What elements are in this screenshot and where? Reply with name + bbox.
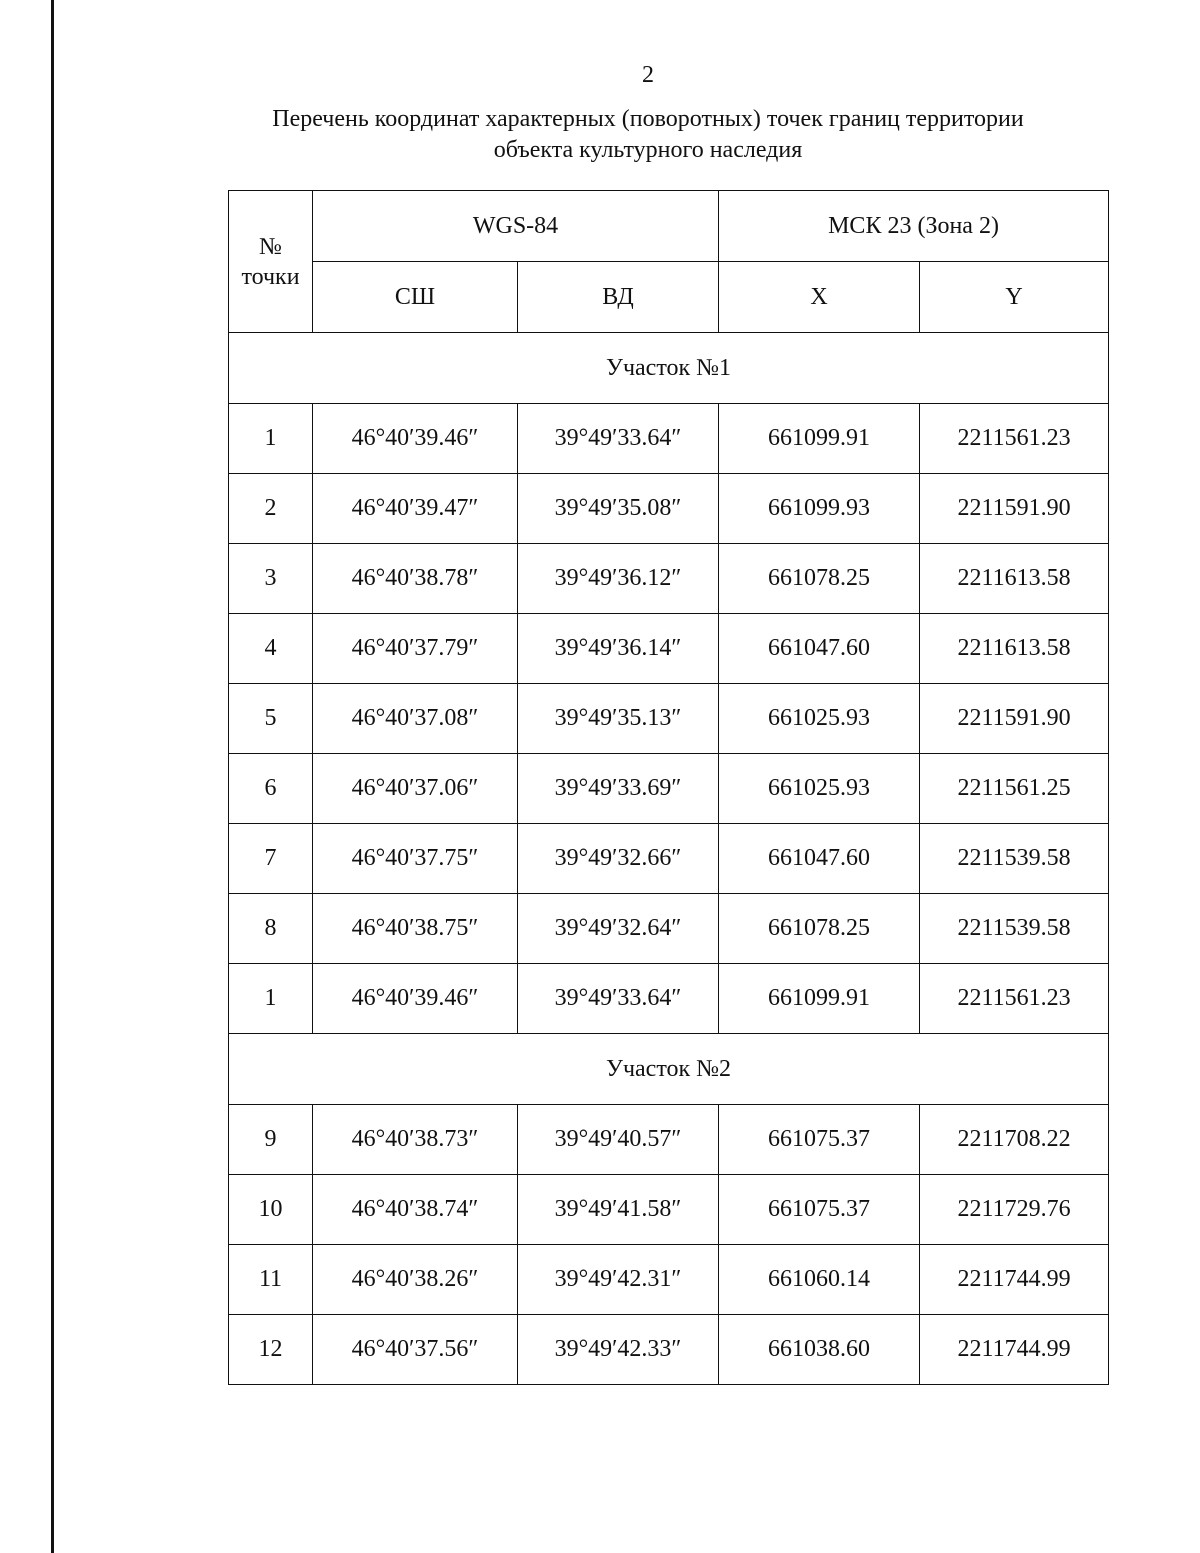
cell-longitude: 39°49′36.12″ bbox=[518, 544, 719, 614]
cell-y: 2211744.99 bbox=[920, 1245, 1109, 1315]
table-row bbox=[229, 894, 1109, 964]
cell-point-number: 8 bbox=[229, 894, 313, 964]
cell-latitude: 46°40′39.46″ bbox=[313, 964, 518, 1034]
header-row-groups bbox=[229, 191, 1109, 262]
table-row bbox=[229, 754, 1109, 824]
cell-x: 661075.37 bbox=[719, 1175, 920, 1245]
header-point-number-sign: № bbox=[259, 233, 282, 260]
cell-longitude: 39°49′41.58″ bbox=[518, 1175, 719, 1245]
section-row bbox=[229, 1034, 1109, 1105]
header-msk23-group: МСК 23 (Зона 2) bbox=[719, 191, 1109, 262]
cell-longitude: 39°49′33.69″ bbox=[518, 754, 719, 824]
section-title: Участок №1 bbox=[229, 333, 1109, 404]
cell-x: 661099.91 bbox=[719, 404, 920, 474]
table-row bbox=[229, 544, 1109, 614]
cell-longitude: 39°49′35.13″ bbox=[518, 684, 719, 754]
header-row-columns bbox=[229, 262, 1109, 333]
cell-latitude: 46°40′37.06″ bbox=[313, 754, 518, 824]
cell-y: 2211561.23 bbox=[920, 404, 1109, 474]
cell-y: 2211729.76 bbox=[920, 1175, 1109, 1245]
cell-longitude: 39°49′42.33″ bbox=[518, 1315, 719, 1385]
cell-x: 661060.14 bbox=[719, 1245, 920, 1315]
cell-x: 661078.25 bbox=[719, 544, 920, 614]
cell-y: 2211591.90 bbox=[920, 684, 1109, 754]
cell-x: 661025.93 bbox=[719, 754, 920, 824]
cell-point-number: 4 bbox=[229, 614, 313, 684]
cell-latitude: 46°40′38.75″ bbox=[313, 894, 518, 964]
cell-point-number: 12 bbox=[229, 1315, 313, 1385]
table-row bbox=[229, 1315, 1109, 1385]
cell-x: 661025.93 bbox=[719, 684, 920, 754]
cell-latitude: 46°40′38.73″ bbox=[313, 1105, 518, 1175]
cell-point-number: 11 bbox=[229, 1245, 313, 1315]
document-title bbox=[200, 104, 1096, 166]
cell-y: 2211539.58 bbox=[920, 894, 1109, 964]
cell-longitude: 39°49′40.57″ bbox=[518, 1105, 719, 1175]
cell-y: 2211539.58 bbox=[920, 824, 1109, 894]
header-wgs84-group: WGS-84 bbox=[313, 191, 719, 262]
section-row bbox=[229, 333, 1109, 404]
table-row bbox=[229, 824, 1109, 894]
table-row bbox=[229, 684, 1109, 754]
header-y: Y bbox=[920, 262, 1109, 333]
header-x: X bbox=[719, 262, 920, 333]
header-longitude: ВД bbox=[518, 262, 719, 333]
cell-x: 661099.91 bbox=[719, 964, 920, 1034]
table-row bbox=[229, 1105, 1109, 1175]
cell-latitude: 46°40′38.78″ bbox=[313, 544, 518, 614]
cell-longitude: 39°49′33.64″ bbox=[518, 964, 719, 1034]
cell-longitude: 39°49′32.66″ bbox=[518, 824, 719, 894]
cell-point-number: 9 bbox=[229, 1105, 313, 1175]
cell-y: 2211708.22 bbox=[920, 1105, 1109, 1175]
cell-latitude: 46°40′37.75″ bbox=[313, 824, 518, 894]
cell-y: 2211613.58 bbox=[920, 614, 1109, 684]
cell-latitude: 46°40′39.46″ bbox=[313, 404, 518, 474]
table-row bbox=[229, 1175, 1109, 1245]
cell-x: 661047.60 bbox=[719, 614, 920, 684]
table-row bbox=[229, 1245, 1109, 1315]
document-title-line-1: Перечень координат характерных (поворотных) точек границ территории bbox=[272, 106, 1024, 132]
table-row bbox=[229, 614, 1109, 684]
cell-point-number: 1 bbox=[229, 404, 313, 474]
table-row bbox=[229, 474, 1109, 544]
header-point-number-word: точки bbox=[241, 263, 300, 290]
page-number: 2 bbox=[642, 62, 654, 88]
cell-point-number: 10 bbox=[229, 1175, 313, 1245]
binding-margin-line bbox=[51, 0, 54, 1553]
cell-y: 2211561.23 bbox=[920, 964, 1109, 1034]
cell-x: 661047.60 bbox=[719, 824, 920, 894]
table-row bbox=[229, 404, 1109, 474]
cell-latitude: 46°40′37.08″ bbox=[313, 684, 518, 754]
cell-point-number: 6 bbox=[229, 754, 313, 824]
cell-point-number: 5 bbox=[229, 684, 313, 754]
table-row bbox=[229, 964, 1109, 1034]
cell-y: 2211744.99 bbox=[920, 1315, 1109, 1385]
cell-y: 2211561.25 bbox=[920, 754, 1109, 824]
cell-x: 661078.25 bbox=[719, 894, 920, 964]
cell-longitude: 39°49′42.31″ bbox=[518, 1245, 719, 1315]
cell-longitude: 39°49′36.14″ bbox=[518, 614, 719, 684]
cell-point-number: 2 bbox=[229, 474, 313, 544]
cell-latitude: 46°40′38.74″ bbox=[313, 1175, 518, 1245]
cell-latitude: 46°40′37.79″ bbox=[313, 614, 518, 684]
cell-latitude: 46°40′37.56″ bbox=[313, 1315, 518, 1385]
cell-x: 661075.37 bbox=[719, 1105, 920, 1175]
cell-y: 2211591.90 bbox=[920, 474, 1109, 544]
cell-point-number: 3 bbox=[229, 544, 313, 614]
cell-y: 2211613.58 bbox=[920, 544, 1109, 614]
cell-x: 661099.93 bbox=[719, 474, 920, 544]
section-title: Участок №2 bbox=[229, 1034, 1109, 1105]
cell-point-number: 1 bbox=[229, 964, 313, 1034]
cell-longitude: 39°49′33.64″ bbox=[518, 404, 719, 474]
cell-longitude: 39°49′35.08″ bbox=[518, 474, 719, 544]
document-title-line-2: объекта культурного наследия bbox=[493, 137, 803, 163]
header-latitude: СШ bbox=[313, 262, 518, 333]
header-point-number bbox=[229, 191, 313, 333]
cell-x: 661038.60 bbox=[719, 1315, 920, 1385]
coordinates-table bbox=[228, 190, 1109, 1385]
cell-longitude: 39°49′32.64″ bbox=[518, 894, 719, 964]
cell-latitude: 46°40′38.26″ bbox=[313, 1245, 518, 1315]
cell-point-number: 7 bbox=[229, 824, 313, 894]
cell-latitude: 46°40′39.47″ bbox=[313, 474, 518, 544]
